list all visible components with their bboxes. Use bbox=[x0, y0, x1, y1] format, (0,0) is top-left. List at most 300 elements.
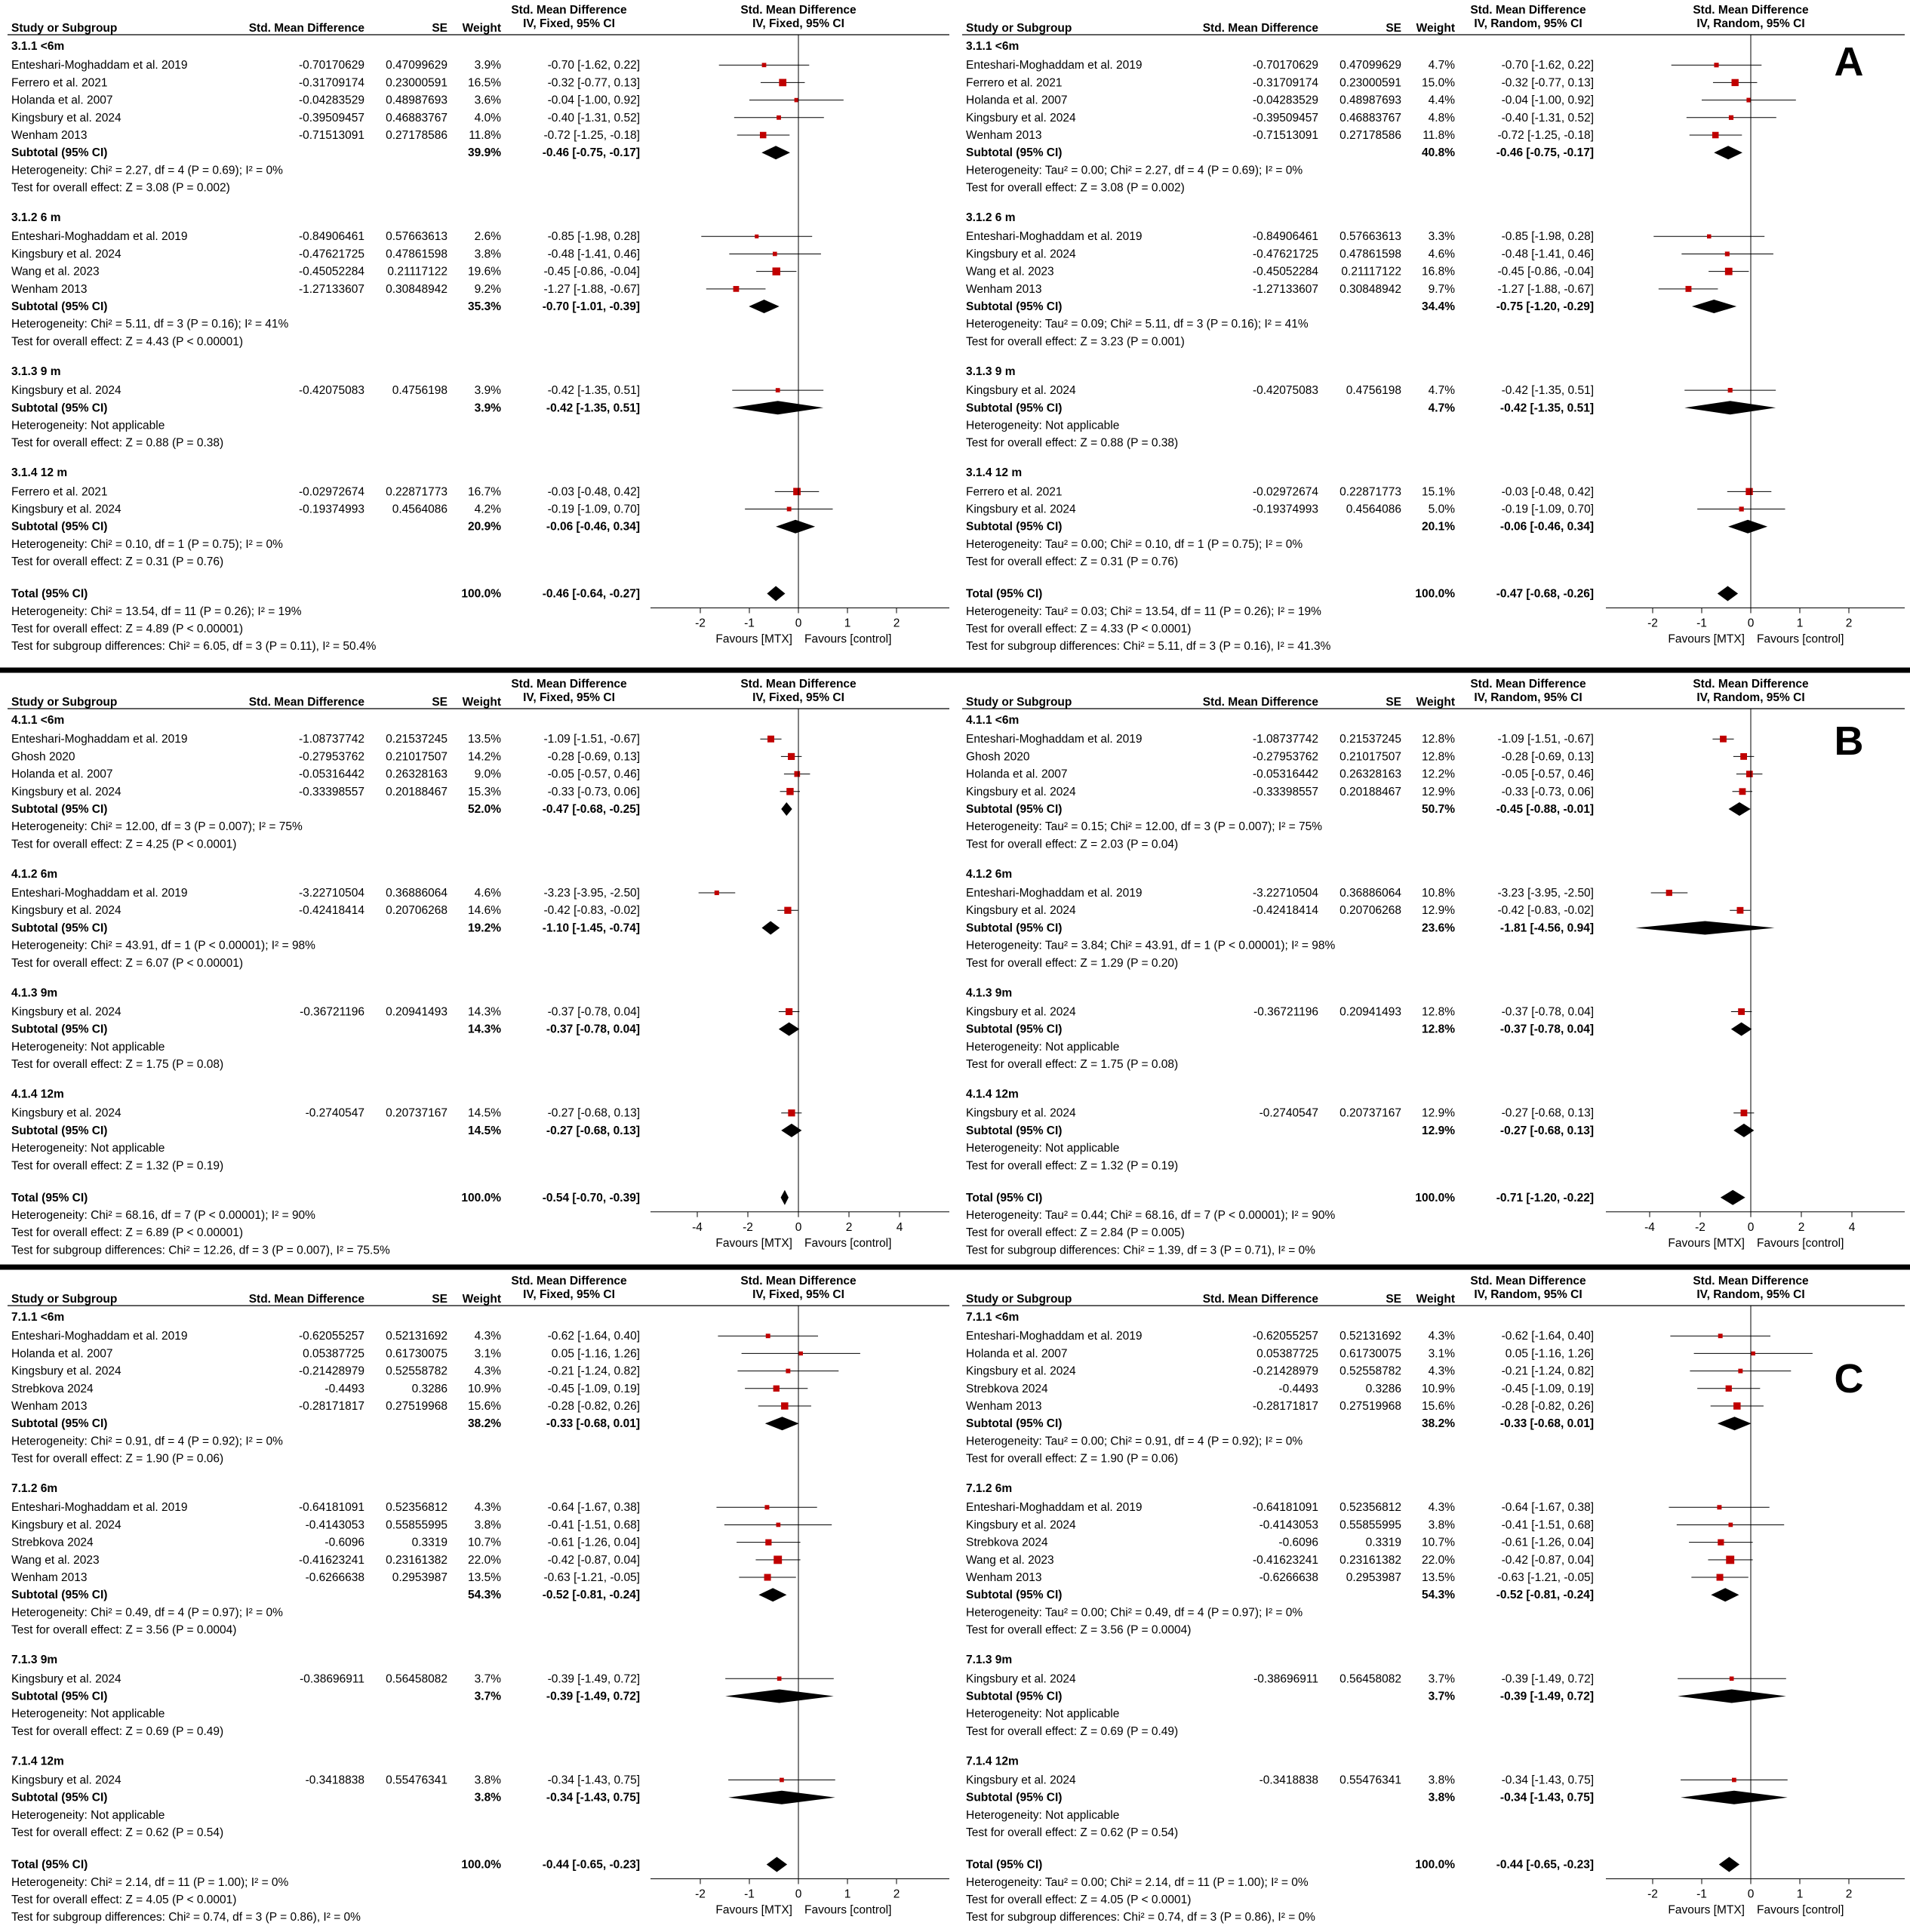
study-name: Ferrero et al. 2021 bbox=[966, 76, 1063, 90]
study-smd: -0.05316442 bbox=[1252, 768, 1318, 781]
study-se: 0.4756198 bbox=[1346, 384, 1401, 398]
subtotal-diamond bbox=[1731, 1023, 1752, 1036]
study-smd: -0.71513091 bbox=[298, 129, 364, 142]
study-smd: -1.08737742 bbox=[298, 733, 364, 746]
study-se: 0.21117122 bbox=[1341, 265, 1401, 278]
subtotal-weight: 12.8% bbox=[1422, 1023, 1455, 1036]
total-ci: -0.71 [-1.20, -0.22] bbox=[1496, 1191, 1594, 1204]
subgroup-overall-test: Test for overall effect: Z = 1.29 (P = 0.20) bbox=[966, 956, 1179, 970]
study-weight: 13.5% bbox=[468, 1571, 501, 1585]
subtotal-label: Subtotal (95% CI) bbox=[11, 921, 108, 935]
study-name: Kingsbury et al. 2024 bbox=[966, 248, 1076, 261]
study-point bbox=[1738, 1369, 1742, 1374]
study-point bbox=[1729, 115, 1733, 120]
subtotal-diamond bbox=[1718, 1417, 1752, 1430]
total-footer-line: Heterogeneity: Chi² = 13.54, df = 11 (P = 0.26); I² = 19% bbox=[11, 605, 302, 618]
study-ci: 0.05 [-1.16, 1.26] bbox=[1505, 1347, 1594, 1361]
study-se: 0.3319 bbox=[1365, 1536, 1401, 1549]
study-weight: 15.6% bbox=[468, 1400, 501, 1413]
header-plot-title: Std. Mean Difference bbox=[740, 678, 857, 691]
subgroup-heterogeneity: Heterogeneity: Tau² = 0.15; Chi² = 12.00, df = 3 (P = 0.007); I² = 75% bbox=[966, 820, 1323, 834]
study-ci: -0.42 [-1.35, 0.51] bbox=[547, 384, 640, 398]
study-name: Kingsbury et al. 2024 bbox=[11, 1518, 121, 1532]
study-point bbox=[784, 907, 791, 914]
x-tick-label: -2 bbox=[695, 1887, 706, 1901]
study-se: 0.55855995 bbox=[1339, 1518, 1401, 1532]
study-smd: -0.6096 bbox=[1278, 1536, 1318, 1549]
panel-letter: C bbox=[1834, 1356, 1864, 1401]
study-name: Wenham 2013 bbox=[11, 282, 88, 296]
subtotal-weight: 20.9% bbox=[468, 520, 501, 534]
study-point bbox=[1752, 1352, 1755, 1355]
subtotal-label: Subtotal (95% CI) bbox=[11, 300, 108, 314]
study-ci: -0.27 [-0.68, 0.13] bbox=[1501, 1106, 1594, 1120]
subtotal-ci: -1.81 [-4.56, 0.94] bbox=[1499, 921, 1594, 935]
study-smd: -0.02972674 bbox=[1252, 485, 1318, 499]
subtotal-diamond bbox=[779, 1023, 799, 1036]
study-ci: -0.48 [-1.41, 0.46] bbox=[547, 248, 640, 261]
study-se: 0.47861598 bbox=[386, 248, 448, 261]
study-point bbox=[1728, 388, 1733, 392]
study-se: 0.56458082 bbox=[386, 1672, 448, 1686]
study-se: 0.4564086 bbox=[392, 503, 448, 516]
study-ci: -1.27 [-1.88, -0.67] bbox=[1497, 282, 1594, 296]
study-ci: -0.42 [-0.83, -0.02] bbox=[1497, 904, 1594, 918]
study-name: Enteshari-Moghaddam et al. 2019 bbox=[966, 733, 1143, 746]
subgroup-title: 3.1.1 <6m bbox=[11, 40, 65, 53]
subgroup-title: 7.1.1 <6m bbox=[11, 1311, 65, 1324]
study-name: Ferrero et al. 2021 bbox=[966, 485, 1063, 499]
study-point bbox=[799, 1352, 803, 1355]
total-diamond bbox=[767, 1857, 787, 1872]
subtotal-weight: 52.0% bbox=[468, 803, 501, 816]
study-weight: 3.3% bbox=[1428, 230, 1455, 244]
study-ci: -0.42 [-1.35, 0.51] bbox=[1501, 384, 1594, 398]
study-se: 0.23161382 bbox=[1339, 1553, 1401, 1567]
subgroup-title: 4.1.1 <6m bbox=[966, 714, 1020, 727]
x-tick-label: 0 bbox=[1747, 617, 1755, 630]
subtotal-ci: -0.52 [-0.81, -0.24] bbox=[1496, 1589, 1594, 1602]
x-tick-label: 0 bbox=[795, 1220, 802, 1234]
study-weight: 4.3% bbox=[1428, 1330, 1455, 1343]
study-point bbox=[1718, 1334, 1723, 1338]
study-smd: -0.64181091 bbox=[298, 1501, 364, 1515]
study-weight: 10.7% bbox=[1422, 1536, 1455, 1549]
study-name: Kingsbury et al. 2024 bbox=[11, 1774, 121, 1787]
study-point bbox=[774, 1386, 780, 1392]
total-footer-line: Heterogeneity: Tau² = 0.44; Chi² = 68.16, df = 7 (P < 0.00001); I² = 90% bbox=[966, 1208, 1336, 1222]
study-smd: -0.3418838 bbox=[305, 1774, 364, 1787]
study-smd: -0.2740547 bbox=[305, 1106, 364, 1120]
study-name: Ghosh 2020 bbox=[966, 750, 1030, 764]
study-smd: -0.70170629 bbox=[298, 59, 364, 72]
study-ci: -1.09 [-1.51, -0.67] bbox=[1497, 733, 1594, 746]
study-ci: -0.32 [-0.77, 0.13] bbox=[547, 76, 640, 90]
study-point bbox=[1733, 1402, 1741, 1410]
study-weight: 12.9% bbox=[1422, 1106, 1455, 1120]
study-name: Kingsbury et al. 2024 bbox=[11, 785, 121, 798]
study-name: Kingsbury et al. 2024 bbox=[966, 111, 1076, 125]
header-se: SE bbox=[432, 22, 448, 35]
x-tick-label: -4 bbox=[1644, 1220, 1655, 1234]
header-effect-title: Std. Mean Difference bbox=[511, 1275, 627, 1287]
study-smd: -0.62055257 bbox=[298, 1330, 364, 1343]
subgroup-heterogeneity: Heterogeneity: Tau² = 0.00; Chi² = 2.27, df = 4 (P = 0.69); I² = 0% bbox=[966, 164, 1303, 177]
study-point bbox=[755, 235, 758, 238]
study-weight: 3.7% bbox=[474, 1672, 501, 1686]
study-point bbox=[788, 1109, 795, 1116]
total-footer-line: Test for subgroup differences: Chi² = 5.11, df = 3 (P = 0.16), I² = 41.3% bbox=[966, 640, 1331, 654]
x-tick-label: 2 bbox=[1845, 617, 1853, 630]
study-smd: -0.33398557 bbox=[298, 785, 364, 798]
study-name: Kingsbury et al. 2024 bbox=[11, 1672, 121, 1686]
x-tick-label: 2 bbox=[893, 1887, 900, 1901]
study-name: Wang et al. 2023 bbox=[11, 265, 100, 278]
subgroup-title: 4.1.2 6m bbox=[11, 867, 58, 881]
header-plot-title: Std. Mean Difference bbox=[740, 4, 857, 17]
subtotal-ci: -0.34 [-1.43, 0.75] bbox=[546, 1791, 640, 1804]
study-ci: -0.19 [-1.09, 0.70] bbox=[547, 503, 640, 516]
study-ci: -0.21 [-1.24, 0.82] bbox=[1501, 1364, 1594, 1378]
subtotal-ci: -0.06 [-0.46, 0.34] bbox=[1499, 520, 1594, 534]
header-weight: Weight bbox=[462, 696, 501, 709]
study-smd: -0.84906461 bbox=[1252, 230, 1318, 244]
study-smd: -1.08737742 bbox=[1252, 733, 1318, 746]
study-smd: -3.22710504 bbox=[298, 887, 364, 900]
header-smd: Std. Mean Difference bbox=[248, 22, 364, 35]
study-weight: 4.3% bbox=[474, 1501, 501, 1515]
study-name: Strebkova 2024 bbox=[11, 1382, 94, 1395]
study-smd: -0.39509457 bbox=[1252, 111, 1318, 125]
study-weight: 3.7% bbox=[1428, 1672, 1455, 1686]
subgroup-title: 4.1.3 9m bbox=[11, 986, 58, 1000]
header-effect-method: IV, Random, 95% CI bbox=[1474, 1288, 1582, 1301]
header-se: SE bbox=[1386, 22, 1401, 35]
subgroup-title: 3.1.1 <6m bbox=[966, 40, 1020, 53]
study-smd: -1.27133607 bbox=[298, 282, 364, 296]
study-smd: -1.27133607 bbox=[1252, 282, 1318, 296]
study-se: 0.30848942 bbox=[1339, 282, 1401, 296]
study-weight: 4.3% bbox=[474, 1364, 501, 1378]
header-study: Study or Subgroup bbox=[11, 1293, 118, 1306]
study-point bbox=[779, 79, 786, 87]
subgroup-heterogeneity: Heterogeneity: Tau² = 0.00; Chi² = 0.10, df = 1 (P = 0.75); I² = 0% bbox=[966, 537, 1303, 551]
study-point bbox=[1707, 235, 1711, 238]
study-name: Kingsbury et al. 2024 bbox=[966, 384, 1076, 398]
study-name: Wang et al. 2023 bbox=[966, 265, 1054, 278]
subtotal-diamond bbox=[1681, 1791, 1788, 1804]
study-smd: -0.28171817 bbox=[1252, 1400, 1318, 1413]
study-smd: -0.6096 bbox=[324, 1536, 364, 1549]
subgroup-overall-test: Test for overall effect: Z = 4.25 (P < 0.0001) bbox=[11, 838, 237, 851]
header-plot-title: Std. Mean Difference bbox=[1693, 678, 1809, 691]
study-smd: -0.4143053 bbox=[1259, 1518, 1318, 1532]
x-tick-label: 2 bbox=[1845, 1887, 1853, 1901]
total-ci: -0.47 [-0.68, -0.26] bbox=[1496, 587, 1594, 601]
study-point bbox=[1717, 1574, 1724, 1581]
header-plot-method: IV, Fixed, 95% CI bbox=[752, 691, 844, 704]
study-se: 0.20941493 bbox=[1339, 1005, 1401, 1019]
subtotal-weight: 39.9% bbox=[468, 146, 501, 160]
study-ci: -0.40 [-1.31, 0.52] bbox=[1501, 111, 1594, 125]
study-name: Kingsbury et al. 2024 bbox=[966, 1364, 1076, 1378]
subgroup-overall-test: Test for overall effect: Z = 0.69 (P = 0.49) bbox=[11, 1724, 224, 1738]
subtotal-diamond bbox=[758, 1588, 786, 1601]
study-se: 0.52558782 bbox=[386, 1364, 448, 1378]
study-se: 0.52131692 bbox=[386, 1330, 448, 1343]
total-footer-line: Test for subgroup differences: Chi² = 0.74, df = 3 (P = 0.86), I² = 0% bbox=[966, 1911, 1315, 1924]
subgroup-overall-test: Test for overall effect: Z = 1.90 (P = 0.06) bbox=[966, 1452, 1179, 1466]
total-ci: -0.46 [-0.64, -0.27] bbox=[542, 587, 640, 601]
study-ci: -3.23 [-3.95, -2.50] bbox=[1497, 887, 1594, 900]
axis-label-left: Favours [MTX] bbox=[1668, 1236, 1745, 1250]
study-ci: -0.37 [-0.78, 0.04] bbox=[547, 1005, 640, 1019]
study-name: Ferrero et al. 2021 bbox=[11, 485, 108, 499]
subgroup-heterogeneity: Heterogeneity: Chi² = 12.00, df = 3 (P = 0.007); I² = 75% bbox=[11, 820, 303, 834]
subgroup-title: 3.1.3 9 m bbox=[966, 365, 1016, 378]
study-point bbox=[1725, 268, 1733, 275]
study-se: 0.26328163 bbox=[1339, 768, 1401, 781]
study-name: Kingsbury et al. 2024 bbox=[11, 1005, 121, 1019]
subgroup-title: 7.1.3 9m bbox=[966, 1654, 1013, 1667]
header-study: Study or Subgroup bbox=[966, 696, 1072, 709]
study-se: 0.20941493 bbox=[386, 1005, 448, 1019]
total-diamond bbox=[781, 1190, 789, 1205]
study-point bbox=[764, 1574, 771, 1581]
header-smd: Std. Mean Difference bbox=[248, 696, 364, 709]
subgroup-title: 7.1.2 6m bbox=[11, 1482, 58, 1496]
total-footer-line: Heterogeneity: Tau² = 0.03; Chi² = 13.54, df = 11 (P = 0.26); I² = 19% bbox=[966, 605, 1321, 618]
study-ci: -0.61 [-1.26, 0.04] bbox=[1501, 1536, 1594, 1549]
subgroup-heterogeneity: Heterogeneity: Not applicable bbox=[11, 1040, 165, 1054]
study-name: Enteshari-Moghaddam et al. 2019 bbox=[11, 59, 188, 72]
header-study: Study or Subgroup bbox=[11, 22, 118, 35]
header-plot-method: IV, Random, 95% CI bbox=[1696, 1288, 1805, 1301]
total-footer-line: Heterogeneity: Chi² = 2.14, df = 11 (P = 1.00); I² = 0% bbox=[11, 1875, 289, 1889]
study-weight: 4.2% bbox=[474, 503, 501, 516]
subgroup-heterogeneity: Heterogeneity: Not applicable bbox=[966, 1808, 1120, 1822]
study-ci: -0.41 [-1.51, 0.68] bbox=[1501, 1518, 1594, 1532]
subgroup-overall-test: Test for overall effect: Z = 0.88 (P = 0.38) bbox=[11, 436, 224, 450]
study-point bbox=[795, 98, 799, 103]
study-ci: -0.62 [-1.64, 0.40] bbox=[1501, 1330, 1594, 1343]
study-weight: 16.8% bbox=[1422, 265, 1455, 278]
subgroup-title: 7.1.2 6m bbox=[966, 1482, 1013, 1496]
study-smd: -0.36721196 bbox=[300, 1005, 364, 1019]
subtotal-diamond bbox=[1711, 1588, 1739, 1601]
study-ci: -0.85 [-1.98, 0.28] bbox=[1501, 230, 1594, 244]
header-weight: Weight bbox=[462, 1293, 501, 1306]
study-ci: -0.34 [-1.43, 0.75] bbox=[547, 1774, 640, 1787]
study-smd: -0.19374993 bbox=[298, 503, 364, 516]
subtotal-diamond bbox=[781, 802, 792, 816]
panel-letter: B bbox=[1834, 718, 1864, 764]
subtotal-weight: 23.6% bbox=[1422, 921, 1455, 935]
panel-letter: A bbox=[1834, 39, 1864, 85]
study-se: 0.52356812 bbox=[386, 1501, 448, 1515]
subgroup-overall-test: Test for overall effect: Z = 1.32 (P = 0.19) bbox=[966, 1159, 1179, 1173]
study-name: Enteshari-Moghaddam et al. 2019 bbox=[11, 230, 188, 244]
total-footer-line: Test for overall effect: Z = 2.84 (P = 0.005) bbox=[966, 1226, 1185, 1240]
x-tick-label: -1 bbox=[1696, 617, 1707, 630]
subgroup-heterogeneity: Heterogeneity: Chi² = 5.11, df = 3 (P = 0.16); I² = 41% bbox=[11, 318, 289, 331]
header-weight: Weight bbox=[1416, 1293, 1455, 1306]
x-tick-label: 1 bbox=[1796, 617, 1804, 630]
subtotal-weight: 3.8% bbox=[1428, 1791, 1455, 1804]
subtotal-label: Subtotal (95% CI) bbox=[11, 1690, 108, 1703]
subtotal-label: Subtotal (95% CI) bbox=[11, 1589, 108, 1602]
subtotal-weight: 4.7% bbox=[1428, 401, 1455, 415]
header-effect-method: IV, Random, 95% CI bbox=[1474, 17, 1582, 30]
total-diamond bbox=[767, 586, 785, 601]
study-weight: 9.0% bbox=[474, 768, 501, 781]
study-ci: -0.19 [-1.09, 0.70] bbox=[1501, 503, 1594, 516]
subtotal-label: Subtotal (95% CI) bbox=[11, 803, 108, 816]
study-point bbox=[1741, 1109, 1748, 1116]
subgroup-title: 4.1.1 <6m bbox=[11, 714, 65, 727]
total-label: Total (95% CI) bbox=[966, 1191, 1043, 1204]
total-label: Total (95% CI) bbox=[11, 1858, 88, 1872]
study-point bbox=[1740, 753, 1747, 760]
subtotal-weight: 40.8% bbox=[1422, 146, 1455, 160]
subtotal-ci: -0.27 [-0.68, 0.13] bbox=[546, 1124, 640, 1137]
study-weight: 12.8% bbox=[1422, 733, 1455, 746]
subgroup-title: 3.1.2 6 m bbox=[11, 211, 61, 225]
study-se: 0.22871773 bbox=[386, 485, 448, 499]
study-se: 0.23161382 bbox=[386, 1553, 448, 1567]
study-point bbox=[1717, 1505, 1721, 1509]
axis-label-right: Favours [control] bbox=[804, 1903, 892, 1917]
study-ci: -0.39 [-1.49, 0.72] bbox=[547, 1672, 640, 1686]
study-ci: -0.33 [-0.73, 0.06] bbox=[547, 785, 640, 798]
study-smd: -0.42418414 bbox=[1252, 904, 1318, 918]
study-ci: -0.42 [-0.87, 0.04] bbox=[1501, 1553, 1594, 1567]
study-name: Enteshari-Moghaddam et al. 2019 bbox=[11, 1501, 188, 1515]
subgroup-title: 4.1.4 12m bbox=[11, 1088, 64, 1101]
total-label: Total (95% CI) bbox=[966, 587, 1043, 601]
study-smd: -0.47621725 bbox=[1252, 248, 1318, 261]
study-weight: 3.1% bbox=[474, 1347, 501, 1361]
study-weight: 15.6% bbox=[1422, 1400, 1455, 1413]
subtotal-ci: -0.39 [-1.49, 0.72] bbox=[546, 1690, 640, 1703]
total-footer-line: Test for overall effect: Z = 4.33 (P < 0.0001) bbox=[966, 622, 1192, 635]
header-effect-method: IV, Fixed, 95% CI bbox=[523, 691, 615, 704]
axis-label-left: Favours [MTX] bbox=[715, 1236, 792, 1250]
total-weight: 100.0% bbox=[461, 587, 501, 601]
study-weight: 2.6% bbox=[474, 230, 501, 244]
study-smd: -0.41623241 bbox=[1252, 1553, 1318, 1567]
study-point bbox=[764, 1505, 769, 1509]
study-ci: -0.45 [-0.86, -0.04] bbox=[543, 265, 640, 278]
header-plot-method: IV, Random, 95% CI bbox=[1696, 17, 1805, 30]
study-ci: -0.05 [-0.57, 0.46] bbox=[547, 768, 640, 781]
subtotal-weight: 54.3% bbox=[468, 1589, 501, 1602]
subgroup-heterogeneity: Heterogeneity: Chi² = 2.27, df = 4 (P = 0.69); I² = 0% bbox=[11, 164, 283, 177]
subgroup-heterogeneity: Heterogeneity: Not applicable bbox=[966, 419, 1120, 432]
x-tick-label: -2 bbox=[743, 1220, 753, 1234]
study-point bbox=[1730, 1676, 1734, 1681]
study-point bbox=[1738, 1008, 1745, 1015]
subtotal-weight: 20.1% bbox=[1422, 520, 1455, 534]
study-smd: -0.33398557 bbox=[1252, 785, 1318, 798]
study-name: Kingsbury et al. 2024 bbox=[11, 248, 121, 261]
header-study: Study or Subgroup bbox=[11, 696, 118, 709]
study-se: 0.26328163 bbox=[386, 768, 448, 781]
subtotal-label: Subtotal (95% CI) bbox=[11, 1791, 108, 1804]
x-tick-label: 1 bbox=[1796, 1887, 1804, 1901]
subgroup-overall-test: Test for overall effect: Z = 1.90 (P = 0.06) bbox=[11, 1452, 224, 1466]
study-name: Wenham 2013 bbox=[966, 1571, 1042, 1585]
axis-label-right: Favours [control] bbox=[804, 632, 892, 646]
x-tick-label: -1 bbox=[744, 1887, 755, 1901]
study-smd: -0.4143053 bbox=[305, 1518, 364, 1532]
study-weight: 10.9% bbox=[468, 1382, 501, 1395]
study-se: 0.55855995 bbox=[386, 1518, 448, 1532]
study-se: 0.27178586 bbox=[386, 129, 448, 142]
subtotal-ci: -0.52 [-0.81, -0.24] bbox=[542, 1589, 640, 1602]
subtotal-label: Subtotal (95% CI) bbox=[966, 803, 1063, 816]
study-name: Wang et al. 2023 bbox=[11, 1553, 100, 1567]
subgroup-title: 7.1.4 12m bbox=[966, 1755, 1019, 1768]
header-effect-method: IV, Fixed, 95% CI bbox=[523, 1288, 615, 1301]
subtotal-label: Subtotal (95% CI) bbox=[11, 401, 108, 415]
subgroup-overall-test: Test for overall effect: Z = 2.03 (P = 0.04) bbox=[966, 838, 1179, 851]
study-weight: 3.8% bbox=[474, 248, 501, 261]
subgroup-overall-test: Test for overall effect: Z = 3.23 (P = 0.001) bbox=[966, 335, 1185, 349]
subtotal-ci: -0.33 [-0.68, 0.01] bbox=[1499, 1417, 1594, 1431]
study-ci: -0.05 [-0.57, 0.46] bbox=[1501, 768, 1594, 781]
header-plot-title: Std. Mean Difference bbox=[1693, 4, 1809, 17]
subtotal-weight: 38.2% bbox=[1422, 1417, 1455, 1431]
total-ci: -0.54 [-0.70, -0.39] bbox=[542, 1191, 640, 1204]
subtotal-label: Subtotal (95% CI) bbox=[966, 300, 1063, 314]
study-se: 0.3286 bbox=[411, 1382, 448, 1395]
subtotal-ci: -0.46 [-0.75, -0.17] bbox=[542, 146, 640, 160]
subtotal-label: Subtotal (95% CI) bbox=[966, 1417, 1063, 1431]
study-ci: -0.45 [-1.09, 0.19] bbox=[547, 1382, 640, 1395]
study-se: 0.48987693 bbox=[386, 94, 448, 107]
study-ci: -0.21 [-1.24, 0.82] bbox=[547, 1364, 640, 1378]
subgroup-heterogeneity: Heterogeneity: Tau² = 0.00; Chi² = 0.91, df = 4 (P = 0.92); I² = 0% bbox=[966, 1435, 1303, 1448]
subgroup-heterogeneity: Heterogeneity: Tau² = 3.84; Chi² = 43.91, df = 1 (P < 0.00001); I² = 98% bbox=[966, 939, 1336, 952]
study-se: 0.27178586 bbox=[1339, 129, 1401, 142]
header-effect-title: Std. Mean Difference bbox=[1470, 1275, 1586, 1287]
study-se: 0.47099629 bbox=[386, 59, 448, 72]
subtotal-weight: 3.9% bbox=[474, 401, 501, 415]
study-smd: -0.21428979 bbox=[1252, 1364, 1318, 1378]
subtotal-ci: -0.37 [-0.78, 0.04] bbox=[546, 1023, 640, 1036]
subtotal-ci: -0.34 [-1.43, 0.75] bbox=[1499, 1791, 1594, 1804]
study-smd: -0.6266638 bbox=[305, 1571, 364, 1585]
study-se: 0.4564086 bbox=[1346, 503, 1401, 516]
study-smd: -0.84906461 bbox=[298, 230, 364, 244]
study-smd: -0.42418414 bbox=[298, 904, 364, 918]
x-tick-label: 0 bbox=[1747, 1887, 1755, 1901]
header-weight: Weight bbox=[1416, 22, 1455, 35]
study-smd: -0.21428979 bbox=[298, 1364, 364, 1378]
study-smd: -0.47621725 bbox=[298, 248, 364, 261]
study-ci: -0.40 [-1.31, 0.52] bbox=[547, 111, 640, 125]
subgroup-heterogeneity: Heterogeneity: Chi² = 0.49, df = 4 (P = 0.97); I² = 0% bbox=[11, 1606, 283, 1620]
subtotal-ci: -0.47 [-0.68, -0.25] bbox=[542, 803, 640, 816]
subgroup-overall-test: Test for overall effect: Z = 3.56 (P = 0.0004) bbox=[966, 1623, 1192, 1637]
study-ci: -0.42 [-0.83, -0.02] bbox=[543, 904, 640, 918]
subtotal-weight: 38.2% bbox=[468, 1417, 501, 1431]
study-name: Holanda et al. 2007 bbox=[11, 94, 113, 107]
header-se: SE bbox=[1386, 1293, 1401, 1306]
total-diamond bbox=[1721, 1190, 1745, 1205]
study-name: Kingsbury et al. 2024 bbox=[11, 904, 121, 918]
